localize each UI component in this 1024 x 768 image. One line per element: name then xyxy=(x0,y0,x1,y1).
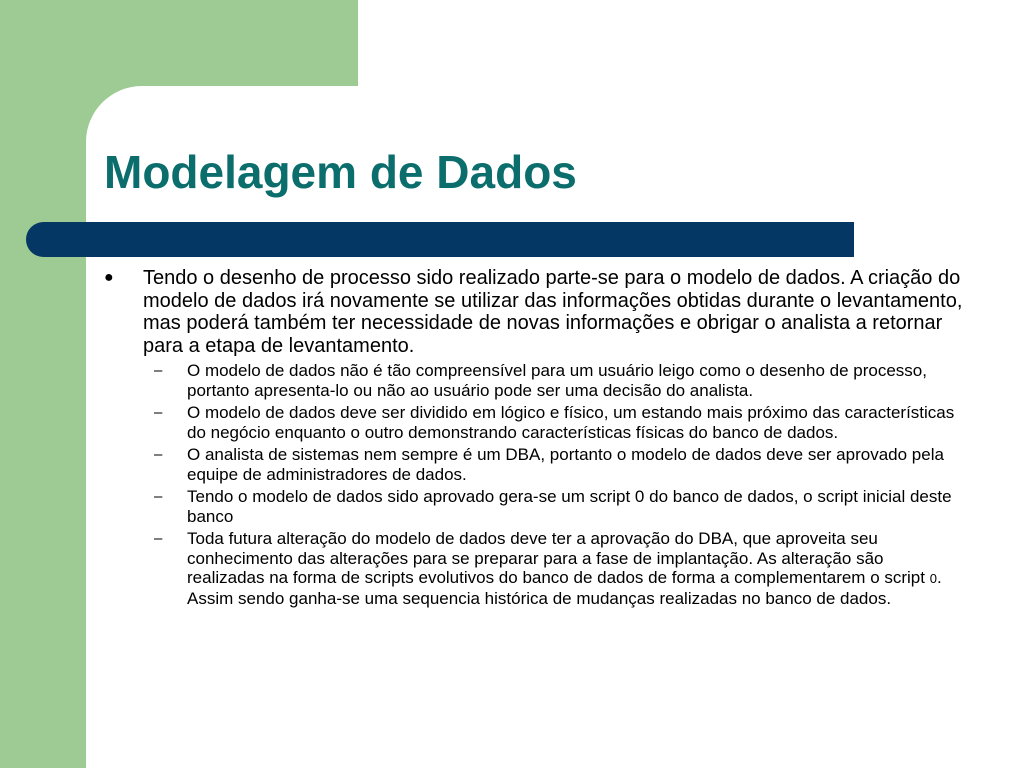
sub-bullet-item xyxy=(104,529,964,608)
title-rule-bar xyxy=(26,222,854,257)
sub-bullet-item xyxy=(104,487,964,526)
dash-icon: – xyxy=(154,404,163,421)
dash-icon: – xyxy=(154,488,163,505)
sub-bullet-text: O modelo de dados deve ser dividido em lógico e físico, um estando mais próximo das características do negócio enquanto o outro demonstrando características físicas do banco de dados. xyxy=(187,403,955,442)
bullet-dot-icon: ● xyxy=(104,269,114,286)
sub-bullet-item xyxy=(104,361,964,400)
sub-bullet-text-part: Toda futura alteração do modelo de dados deve ter a aprovação do DBA, que aproveita seu conhecimento das alterações para se preparar para a fase de implantação. As alteração são realizadas na forma de scripts evolutivos do banco de dados de forma a complementarem o script xyxy=(187,529,930,587)
sub-bullet-text-part: . Assim sendo ganha-se uma sequencia histórica de mudanças realizadas no banco de dados. xyxy=(187,568,942,608)
slide-body xyxy=(104,267,964,611)
slide-title: Modelagem de Dados xyxy=(104,146,577,198)
sub-bullet-text: Tendo o modelo de dados sido aprovado gera-se um script 0 do banco de dados, o script inicial deste banco xyxy=(187,487,952,526)
sub-bullet-item xyxy=(104,445,964,484)
sub-bullet-text: O analista de sistemas nem sempre é um DBA, portanto o modelo de dados deve ser aprovado pela equipe de administradores de dados. xyxy=(187,445,944,484)
dash-icon: – xyxy=(154,446,163,463)
sub-bullet-list xyxy=(104,361,964,608)
script-zero-text: 0 xyxy=(929,571,937,586)
main-bullet xyxy=(104,267,964,357)
green-left-strip xyxy=(0,0,86,768)
dash-icon: – xyxy=(154,530,163,547)
main-bullet-text: Tendo o desenho de processo sido realizado parte-se para o modelo de dados. A criação do modelo de dados irá novamente se utilizar das informações obtidas durante o levantamento, mas poderá também ter necessidade de novas informações e obrigar o analista a retornar para a etapa de levantamento. xyxy=(143,267,963,357)
sub-bullet-item xyxy=(104,403,964,442)
sub-bullet-text: O modelo de dados não é tão compreensível para um usuário leigo como o desenho de processo, portanto apresenta-lo ou não ao usuário pode ser uma decisão do analista. xyxy=(187,361,927,400)
dash-icon: – xyxy=(154,362,163,379)
